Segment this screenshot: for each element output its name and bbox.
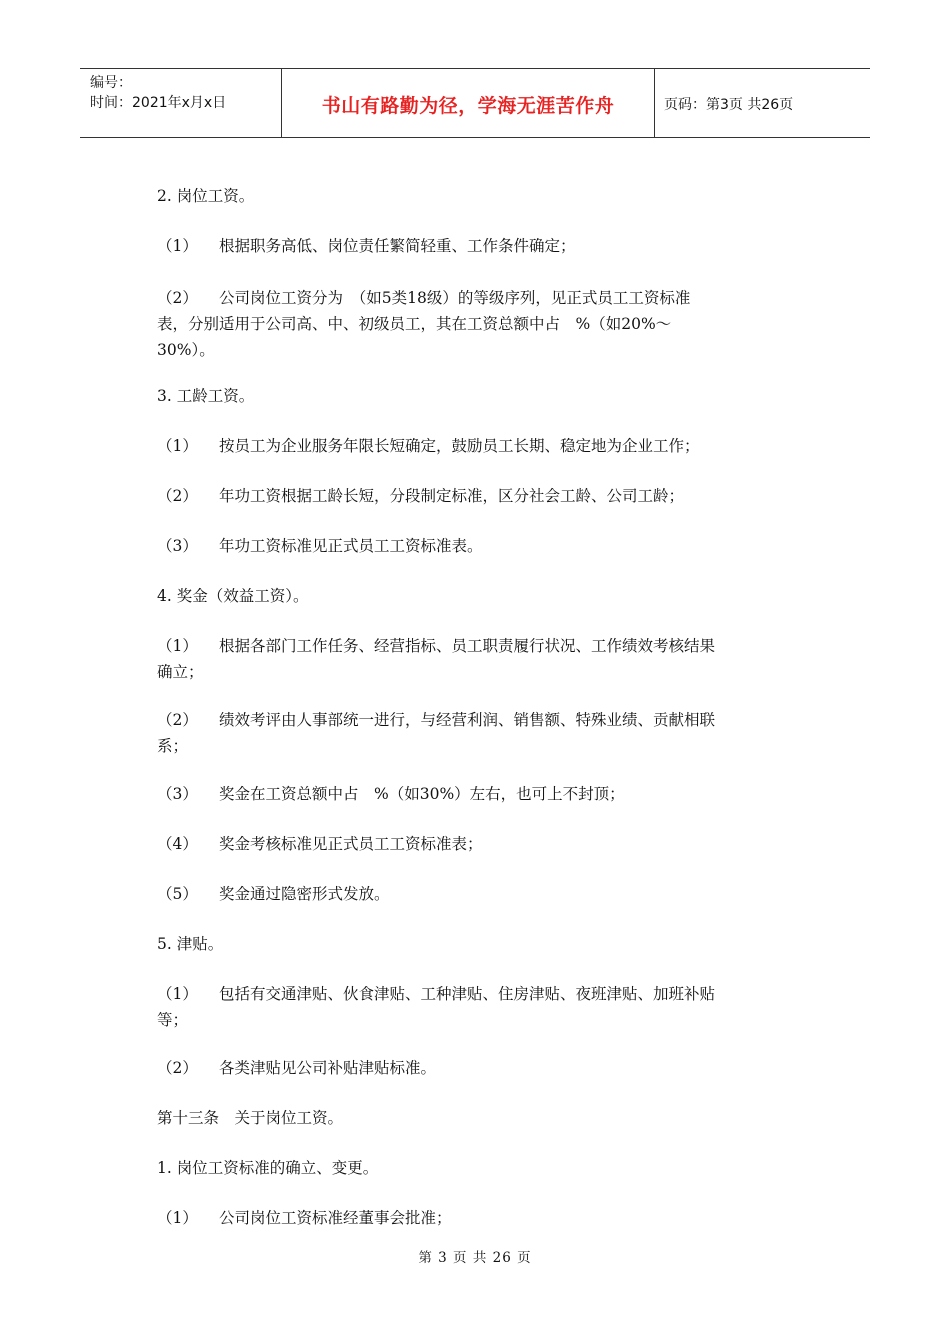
paragraph <box>157 633 797 685</box>
item-number: （1） <box>157 985 198 1003</box>
paragraph-line <box>157 1155 797 1181</box>
paragraph-text: 3. 工龄工资。 <box>157 387 255 405</box>
paragraph-text: 等； <box>157 1011 189 1029</box>
header-info-cell <box>80 69 280 137</box>
item-number: （1） <box>157 637 198 655</box>
paragraph-line <box>157 483 797 509</box>
paragraph-line <box>157 831 797 857</box>
paragraph <box>157 931 797 957</box>
paragraph-line <box>157 781 797 807</box>
paragraph-text: 奖金通过隐密形式发放。 <box>219 885 390 903</box>
paragraph-line <box>157 881 797 907</box>
paragraph-line <box>157 533 797 559</box>
paragraph <box>157 183 797 209</box>
document-code-label: 编号： <box>90 75 132 91</box>
paragraph-text: 公司岗位工资分为 （如5类18级）的等级序列，见正式员工工资标准 <box>219 289 691 307</box>
item-number: （3） <box>157 785 198 803</box>
paragraph-text: 确立； <box>157 663 204 681</box>
page-footer: 第 3 页 共 26 页 <box>418 1250 532 1266</box>
item-number: （1） <box>157 1209 198 1227</box>
paragraph-text: 系； <box>157 737 189 755</box>
paragraph <box>157 483 797 509</box>
paragraph-line <box>157 633 797 659</box>
paragraph <box>157 881 797 907</box>
paragraph-line <box>157 383 797 409</box>
paragraph <box>157 1205 797 1231</box>
paragraph-text: 第十三条 关于岗位工资。 <box>157 1109 344 1127</box>
paragraph-text: 包括有交通津贴、伙食津贴、工种津贴、住房津贴、夜班津贴、加班补贴 <box>219 985 716 1003</box>
item-number: （2） <box>157 1059 198 1077</box>
paragraph-line <box>157 733 797 759</box>
paragraph-line <box>157 1055 797 1081</box>
paragraph-line <box>157 981 797 1007</box>
item-number: （1） <box>157 437 198 455</box>
header-page-code: 页码：第3页 共26页 <box>664 97 794 113</box>
paragraph-line <box>157 233 797 259</box>
paragraph <box>157 781 797 807</box>
paragraph-line <box>157 337 797 363</box>
paragraph-line <box>157 183 797 209</box>
paragraph-text: 奖金在工资总额中占 %（如30%）左右，也可上不封顶； <box>219 785 625 803</box>
paragraph-line <box>157 1105 797 1131</box>
paragraph <box>157 981 797 1033</box>
paragraph <box>157 433 797 459</box>
paragraph <box>157 831 797 857</box>
paragraph <box>157 1105 797 1131</box>
paragraph-text: 按员工为企业服务年限长短确定，鼓励员工长期、稳定地为企业工作； <box>219 437 700 455</box>
paragraph-line <box>157 931 797 957</box>
paragraph-line <box>157 285 797 311</box>
paragraph <box>157 533 797 559</box>
header-motto: 书山有路勤为径，学海无涯苦作舟 <box>321 95 615 117</box>
paragraph-line <box>157 1007 797 1033</box>
item-number: （2） <box>157 711 198 729</box>
paragraph-text: 根据职务高低、岗位责任繁简轻重、工作条件确定； <box>219 237 576 255</box>
paragraph-text: 年功工资标准见正式员工工资标准表。 <box>219 537 483 555</box>
paragraph-text: 30%）。 <box>157 341 215 359</box>
paragraph-text: 5. 津贴。 <box>157 935 224 953</box>
item-number: （2） <box>157 487 198 505</box>
paragraph-line <box>157 311 797 337</box>
paragraph <box>157 707 797 759</box>
header-page-cell <box>654 69 870 137</box>
paragraph-line <box>157 433 797 459</box>
paragraph-line <box>157 659 797 685</box>
item-number: （3） <box>157 537 198 555</box>
paragraph-line <box>157 583 797 609</box>
paragraph <box>157 1055 797 1081</box>
paragraph <box>157 233 797 259</box>
paragraph <box>157 383 797 409</box>
paragraph <box>157 1155 797 1181</box>
item-number: （2） <box>157 289 198 307</box>
paragraph-text: 2. 岗位工资。 <box>157 187 255 205</box>
paragraph-text: 1. 岗位工资标准的确立、变更。 <box>157 1159 379 1177</box>
paragraph-text: 年功工资根据工龄长短，分段制定标准，区分社会工龄、公司工龄； <box>219 487 685 505</box>
paragraph-text: 根据各部门工作任务、经营指标、员工职责履行状况、工作绩效考核结果 <box>219 637 716 655</box>
item-number: （4） <box>157 835 198 853</box>
paragraph-text: 奖金考核标准见正式员工工资标准表； <box>219 835 483 853</box>
paragraph <box>157 285 797 363</box>
paragraph-line <box>157 1205 797 1231</box>
paragraph-text: 各类津贴见公司补贴津贴标准。 <box>219 1059 437 1077</box>
paragraph-text: 4. 奖金（效益工资）。 <box>157 587 309 605</box>
document-time-label: 时间：2021年x月x日 <box>90 95 227 111</box>
paragraph-text: 表，分别适用于公司高、中、初级员工，其在工资总额中占 %（如20%～ <box>157 315 672 333</box>
page-header <box>80 68 870 138</box>
paragraph-text: 公司岗位工资标准经董事会批准； <box>219 1209 452 1227</box>
header-motto-cell <box>281 69 655 137</box>
paragraph-line <box>157 707 797 733</box>
item-number: （1） <box>157 237 198 255</box>
paragraph <box>157 583 797 609</box>
paragraph-text: 绩效考评由人事部统一进行，与经营利润、销售额、特殊业绩、贡献相联 <box>219 711 716 729</box>
item-number: （5） <box>157 885 198 903</box>
